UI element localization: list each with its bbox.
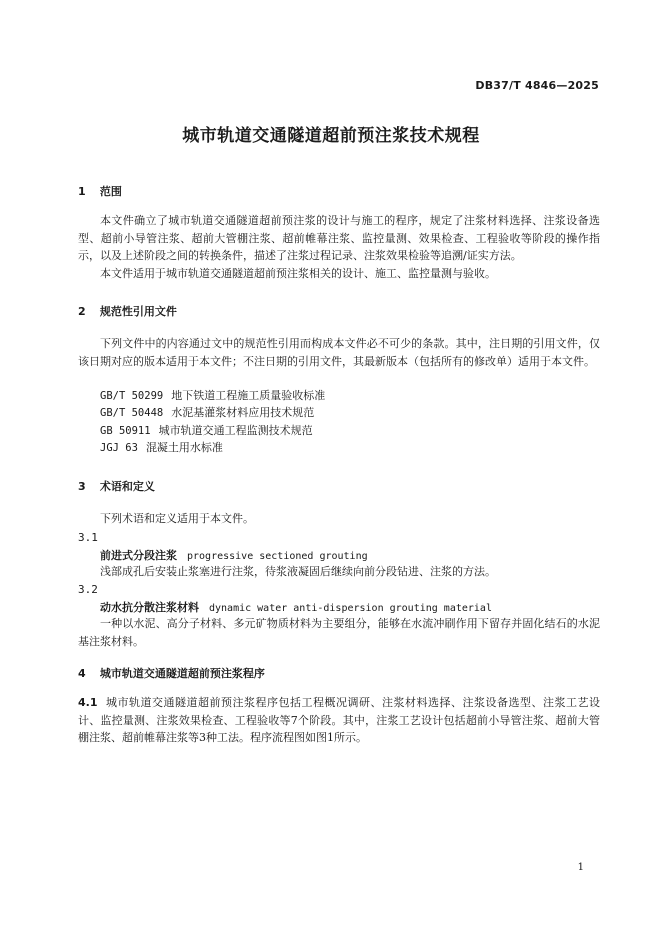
term-heading [100, 599, 492, 615]
section-title: 术语和定义 [99, 480, 155, 493]
reference-item [100, 404, 314, 423]
term-heading [100, 547, 368, 563]
section-title: 范围 [99, 185, 122, 198]
term-number: 3.2 [78, 583, 98, 596]
section-number: 1 [78, 185, 86, 198]
term-definition: 一种以水泥、高分子材料、多元矿物质材料为主要组分，能够在水流冲刷作用下留存并固化结石的水泥基注浆材料。 [78, 617, 600, 648]
section-4-heading [78, 665, 265, 681]
reference-name: 水泥基灌浆材料应用技术规范 [171, 406, 315, 419]
reference-code: GB/T 50299 [100, 390, 164, 402]
term-chinese: 前进式分段注浆 [100, 549, 177, 562]
section-1-paragraph-1: 本文件确立了城市轨道交通隧道超前预注浆的设计与施工的程序，规定了注浆材料选择、注浆设备选型、超前小导管注浆、超前大管棚注浆、超前帷幕注浆、监控量测、效果检查、工程验收等阶段的操作指示，以及上述阶段之间的转换条件，描述了注浆过程记录、注浆效果检验等追溯/证实方法。 [78, 214, 600, 262]
reference-name: 城市轨道交通工程监测技术规范 [158, 424, 313, 437]
section-1-heading [78, 183, 122, 199]
term-definition: 浅部成孔后安装止浆塞进行注浆，待浆液凝固后继续向前分段钻进、注浆的方法。 [100, 565, 496, 578]
reference-code: JGJ 63 [100, 442, 138, 454]
page-number: 1 [577, 862, 584, 873]
clause-number: 4.1 [78, 696, 98, 709]
term-english: progressive sectioned grouting [187, 551, 368, 562]
section-title: 城市轨道交通隧道超前预注浆程序 [99, 667, 265, 680]
reference-item [100, 422, 313, 441]
section-3-heading [78, 478, 155, 494]
section-2-heading [78, 303, 177, 319]
term-number: 3.1 [78, 531, 98, 544]
section-number: 3 [78, 480, 86, 493]
reference-code: GB/T 50448 [100, 407, 164, 419]
section-1-paragraph-2: 本文件适用于城市轨道交通隧道超前预注浆相关的设计、施工、监控量测与验收。 [100, 267, 496, 280]
term-chinese: 动水抗分散注浆材料 [100, 601, 199, 614]
reference-name: 地下铁道工程施工质量验收标准 [171, 389, 326, 402]
standard-code: DB37/T 4846—2025 [475, 79, 599, 92]
reference-item [100, 387, 325, 406]
clause-text: 城市轨道交通隧道超前预注浆程序包括工程概况调研、注浆材料选择、注浆设备选型、注浆工艺设计、监控量测、注浆效果检查、工程验收等7个阶段。其中，注浆工艺设计包括超前小导管注浆、超前大管棚注浆、超前帷幕注浆等3种工法。程序流程图如图1所示。 [78, 696, 600, 744]
clause-4-1 [78, 694, 600, 747]
reference-item [100, 439, 223, 458]
reference-name: 混凝土用水标准 [145, 441, 223, 454]
document-title: 城市轨道交通隧道超前预注浆技术规程 [182, 126, 480, 146]
term-english: dynamic water anti-dispersion grouting material [209, 603, 492, 614]
section-title: 规范性引用文件 [99, 305, 177, 318]
reference-code: GB 50911 [100, 425, 151, 437]
section-3-intro: 下列术语和定义适用于本文件。 [100, 512, 254, 525]
section-number: 2 [78, 305, 86, 318]
section-number: 4 [78, 667, 86, 680]
section-2-paragraph: 下列文件中的内容通过文中的规范性引用而构成本文件必不可少的条款。其中，注日期的引用文件，仅该日期对应的版本适用于本文件；不注日期的引用文件，其最新版本（包括所有的修改单）适用于本文件。 [78, 337, 600, 368]
